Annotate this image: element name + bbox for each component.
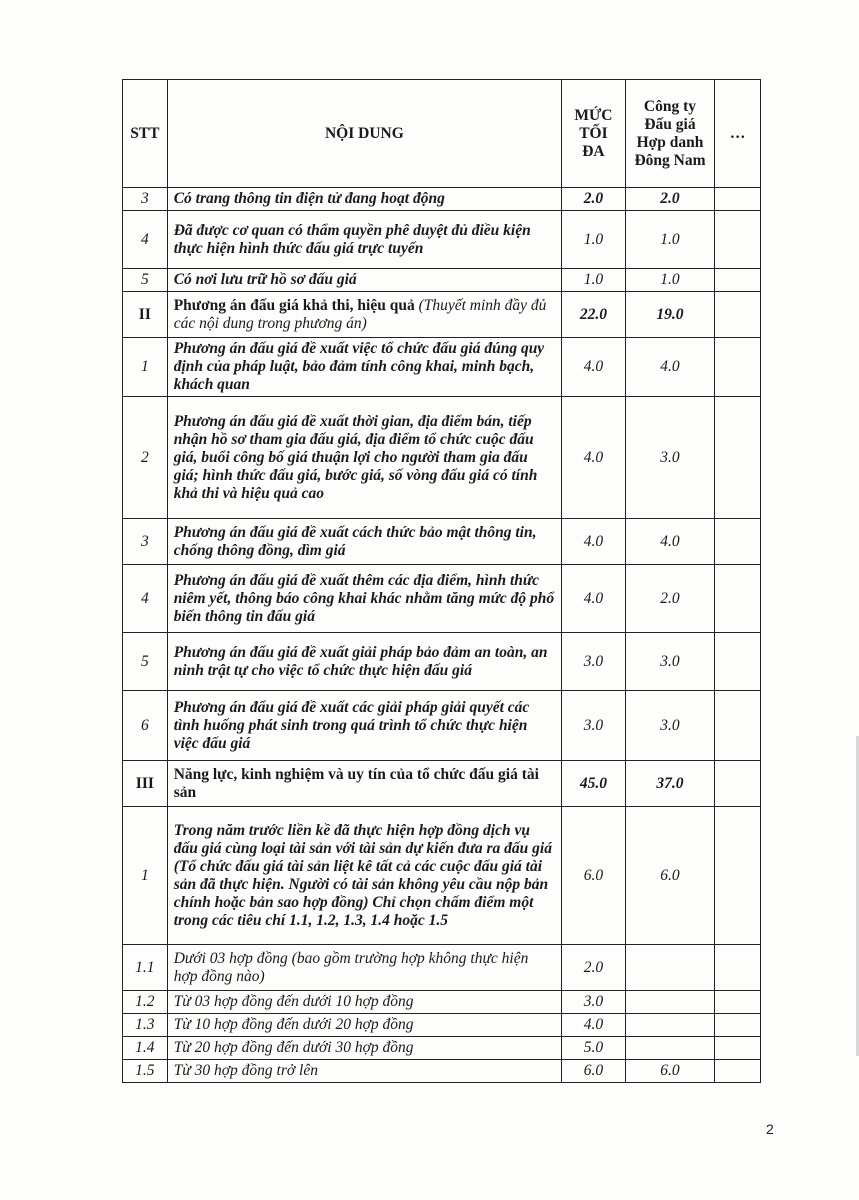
row-more-cell	[715, 519, 761, 565]
table-header-row	[123, 80, 761, 188]
table-row	[123, 761, 761, 807]
row-max-score: 3.0	[562, 991, 626, 1014]
row-stt: II	[123, 292, 168, 338]
row-stt: 1	[123, 807, 168, 945]
table-row	[123, 1060, 761, 1083]
header-max-score: MỨC TỐI ĐA	[562, 80, 626, 188]
row-content: Từ 20 hợp đồng đến dưới 30 hợp đồng	[167, 1037, 561, 1060]
table-row	[123, 1014, 761, 1037]
row-company-score: 1.0	[625, 269, 714, 292]
row-more-cell	[715, 338, 761, 397]
page-number: 2	[766, 1121, 774, 1137]
row-content: Từ 30 hợp đồng trở lên	[167, 1060, 561, 1083]
header-content: NỘI DUNG	[167, 80, 561, 188]
row-max-score: 3.0	[562, 691, 626, 761]
row-stt: 1.5	[123, 1060, 168, 1083]
row-content: Phương án đấu giá đề xuất cách thức bảo mật thông tin, chống thông đồng, dìm giá	[167, 519, 561, 565]
row-company-score: 3.0	[625, 691, 714, 761]
row-company-score: 4.0	[625, 338, 714, 397]
row-more-cell	[715, 807, 761, 945]
row-company-score: 3.0	[625, 397, 714, 519]
row-company-score: 6.0	[625, 1060, 714, 1083]
table-body	[123, 188, 761, 1083]
table-row	[123, 211, 761, 269]
row-more-cell	[715, 761, 761, 807]
row-max-score: 22.0	[562, 292, 626, 338]
table-row	[123, 269, 761, 292]
row-max-score: 4.0	[562, 338, 626, 397]
row-max-score: 1.0	[562, 211, 626, 269]
row-company-score: 37.0	[625, 761, 714, 807]
row-content: Trong năm trước liền kề đã thực hiện hợp đồng dịch vụ đấu giá cùng loại tài sản với tài sản dự kiến đưa ra đấu giá (Tổ chức đấu giá tài sản liệt kê tất cả các cuộc đấu giá tài sản đã thực hiện. Người có tài sản không yêu cầu nộp bản chính hoặc bản sao hợp đồng) Chỉ chọn chấm điểm một trong các tiêu chí 1.1, 1.2, 1.3, 1.4 hoặc 1.5	[167, 807, 561, 945]
row-content: Phương án đấu giá đề xuất việc tổ chức đấu giá đúng quy định của pháp luật, bảo đảm tính công khai, minh bạch, khách quan	[167, 338, 561, 397]
row-stt: III	[123, 761, 168, 807]
row-max-score: 1.0	[562, 269, 626, 292]
row-max-score: 3.0	[562, 633, 626, 691]
row-company-score: 19.0	[625, 292, 714, 338]
row-max-score: 6.0	[562, 1060, 626, 1083]
row-max-score: 4.0	[562, 565, 626, 633]
row-company-score: 3.0	[625, 633, 714, 691]
row-company-score	[625, 945, 714, 991]
row-more-cell	[715, 1037, 761, 1060]
row-more-cell	[715, 397, 761, 519]
header-stt: STT	[123, 80, 168, 188]
table-row	[123, 991, 761, 1014]
row-more-cell	[715, 269, 761, 292]
table-row	[123, 188, 761, 211]
row-stt: 5	[123, 269, 168, 292]
row-max-score: 4.0	[562, 519, 626, 565]
row-content: Dưới 03 hợp đồng (bao gồm trường hợp không thực hiện hợp đồng nào)	[167, 945, 561, 991]
row-content: Phương án đấu giá đề xuất thời gian, địa điểm bán, tiếp nhận hồ sơ tham gia đấu giá, địa điểm tổ chức cuộc đấu giá, buổi công bố giá thuận lợi cho người tham gia đấu giá; hình thức đấu giá, bước giá, số vòng đấu giá có tính khả thi và hiệu quả cao	[167, 397, 561, 519]
row-more-cell	[715, 1014, 761, 1037]
row-stt: 6	[123, 691, 168, 761]
row-content: Từ 10 hợp đồng đến dưới 20 hợp đồng	[167, 1014, 561, 1037]
row-max-score: 4.0	[562, 1014, 626, 1037]
row-more-cell	[715, 211, 761, 269]
row-content: Từ 03 hợp đồng đến dưới 10 hợp đồng	[167, 991, 561, 1014]
row-stt: 1.3	[123, 1014, 168, 1037]
row-content	[167, 292, 561, 338]
row-stt: 1.4	[123, 1037, 168, 1060]
row-max-score: 2.0	[562, 188, 626, 211]
row-more-cell	[715, 633, 761, 691]
row-max-score: 5.0	[562, 1037, 626, 1060]
row-stt: 3	[123, 188, 168, 211]
table-row	[123, 565, 761, 633]
row-content: Có trang thông tin điện tử đang hoạt động	[167, 188, 561, 211]
table-row	[123, 945, 761, 991]
row-more-cell	[715, 991, 761, 1014]
row-stt: 1.1	[123, 945, 168, 991]
row-company-score: 4.0	[625, 519, 714, 565]
row-content: Năng lực, kinh nghiệm và uy tín của tổ chức đấu giá tài sản	[167, 761, 561, 807]
row-stt: 5	[123, 633, 168, 691]
row-stt: 1.2	[123, 991, 168, 1014]
table-row	[123, 633, 761, 691]
row-more-cell	[715, 565, 761, 633]
table-row	[123, 397, 761, 519]
row-content: Phương án đấu giá đề xuất thêm các địa điểm, hình thức niêm yết, thông báo công khai khác nhằm tăng mức độ phổ biến thông tin đấu giá	[167, 565, 561, 633]
row-more-cell	[715, 292, 761, 338]
section-title: Phương án đấu giá khả thi, hiệu quả	[173, 296, 415, 314]
row-company-score: 1.0	[625, 211, 714, 269]
row-max-score: 2.0	[562, 945, 626, 991]
row-stt: 1	[123, 338, 168, 397]
row-more-cell	[715, 1060, 761, 1083]
evaluation-table	[122, 79, 761, 1083]
row-company-score: 2.0	[625, 565, 714, 633]
row-company-score	[625, 1037, 714, 1060]
row-company-score: 2.0	[625, 188, 714, 211]
row-content: Phương án đấu giá đề xuất các giải pháp giải quyết các tình huống phát sinh trong quá trình tổ chức thực hiện việc đấu giá	[167, 691, 561, 761]
header-more: …	[715, 80, 761, 188]
row-more-cell	[715, 691, 761, 761]
row-max-score: 45.0	[562, 761, 626, 807]
row-stt: 3	[123, 519, 168, 565]
row-max-score: 4.0	[562, 397, 626, 519]
table-row	[123, 807, 761, 945]
row-company-score	[625, 991, 714, 1014]
section-note: (Thuyết minh đầy đủ các nội dung trong phương án)	[173, 296, 547, 332]
row-stt: 4	[123, 565, 168, 633]
row-more-cell	[715, 188, 761, 211]
table-row	[123, 1037, 761, 1060]
row-stt: 2	[123, 397, 168, 519]
row-content: Có nơi lưu trữ hồ sơ đấu giá	[167, 269, 561, 292]
row-stt: 4	[123, 211, 168, 269]
row-max-score: 6.0	[562, 807, 626, 945]
table-row	[123, 338, 761, 397]
header-company: Công ty Đấu giá Hợp danh Đông Nam	[625, 80, 714, 188]
row-content: Phương án đấu giá đề xuất giải pháp bảo đảm an toàn, an ninh trật tự cho việc tổ chức thực hiện đấu giá	[167, 633, 561, 691]
table-row	[123, 292, 761, 338]
table-row	[123, 519, 761, 565]
row-more-cell	[715, 945, 761, 991]
row-company-score	[625, 1014, 714, 1037]
table-row	[123, 691, 761, 761]
row-content: Đã được cơ quan có thẩm quyền phê duyệt đủ điều kiện thực hiện hình thức đấu giá trực tuyến	[167, 211, 561, 269]
row-company-score: 6.0	[625, 807, 714, 945]
